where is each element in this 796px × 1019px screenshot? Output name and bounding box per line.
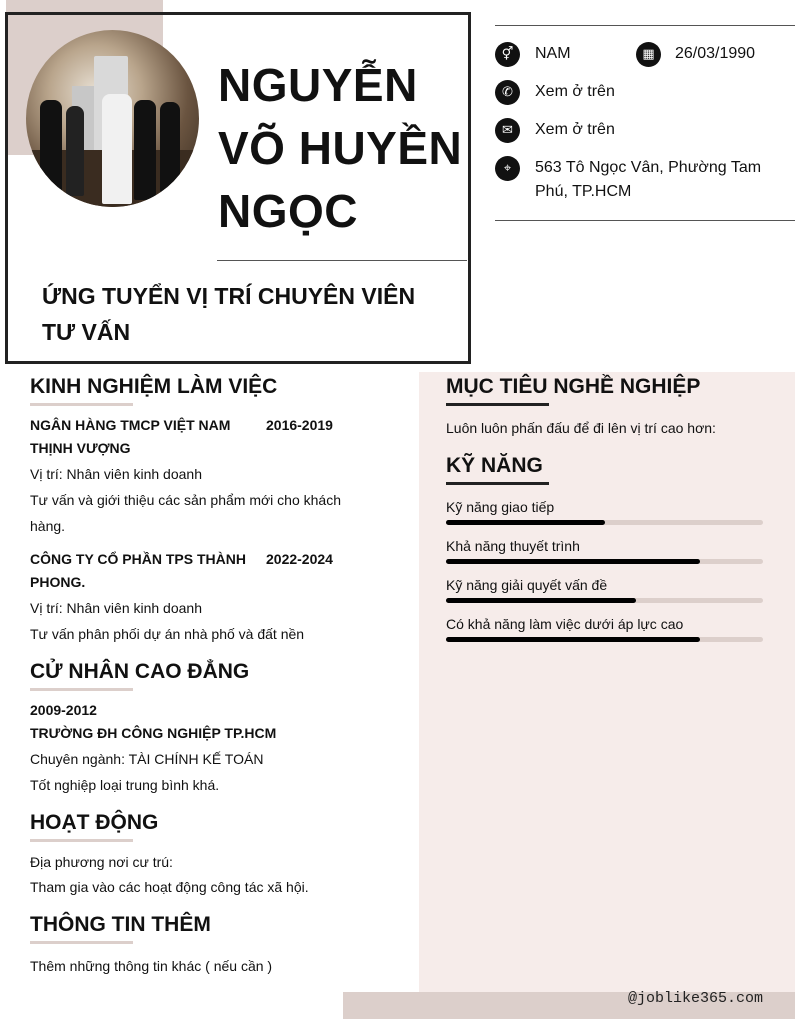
skill-bar (446, 637, 763, 642)
skill-bar-fill (446, 637, 700, 642)
company-line: CÔNG TY CỔ PHẦN TPS THÀNH (30, 551, 246, 567)
skill-bar-fill (446, 559, 700, 564)
contact-top-rule (495, 25, 795, 26)
position-title (42, 278, 422, 350)
skill-label: Kỹ năng giao tiếp (446, 499, 555, 515)
skills-rule (446, 482, 549, 485)
education-school: TRƯỜNG ĐH CÔNG NGHIỆP TP.HCM (30, 725, 277, 741)
activities-title: HOẠT ĐỘNG (30, 811, 159, 834)
address-value (535, 156, 785, 204)
experience-period: 2016-2019 (266, 417, 333, 433)
objective-title: MỤC TIÊU NGHỀ NGHIỆP (446, 375, 701, 398)
skill-bar-fill (446, 598, 636, 603)
phone-value: Xem ở trên (535, 83, 615, 100)
experience-description (30, 621, 370, 647)
skills-title: KỸ NĂNG (446, 454, 543, 477)
company-name (30, 414, 260, 460)
desc-line: Tư vấn phân phối dự án nhà phố và đất nền (30, 626, 305, 642)
extra-info-rule (30, 941, 133, 944)
email-value: Xem ở trên (535, 121, 615, 138)
experience-role: Vị trí: Nhân viên kinh doanh (30, 600, 202, 616)
education-major: Chuyên ngành: TÀI CHÍNH KẾ TOÁN (30, 751, 264, 767)
skill-label: Có khả năng làm việc dưới áp lực cao (446, 616, 684, 632)
mail-icon: ✉ (495, 118, 520, 143)
activities-line: Địa phương nơi cư trú: (30, 854, 173, 870)
phone-icon: ✆ (495, 80, 520, 105)
company-line: PHONG. (30, 574, 86, 590)
extra-info-title: THÔNG TIN THÊM (30, 913, 211, 936)
education-rule (30, 688, 133, 691)
objective-text: Luôn luôn phấn đấu để đi lên vị trí cao hơn: (446, 420, 716, 436)
name-line: NGỌC (218, 185, 358, 237)
location-pin-icon: ⌖ (495, 156, 520, 181)
position-line: TƯ VẤN (42, 319, 131, 345)
experience-title: KINH NGHIỆM LÀM VIỆC (30, 375, 278, 398)
name-divider (217, 260, 467, 261)
position-line: ỨNG TUYỂN VỊ TRÍ CHUYÊN VIÊN (42, 283, 416, 309)
activities-line: Tham gia vào các hoạt động công tác xã hội. (30, 879, 309, 895)
education-result: Tốt nghiệp loại trung bình khá. (30, 777, 220, 793)
skill-label: Khả năng thuyết trình (446, 538, 580, 554)
contact-bottom-rule (495, 220, 795, 221)
education-title: CỬ NHÂN CAO ĐẲNG (30, 660, 250, 683)
footer-watermark: @joblike365.com (628, 990, 764, 1007)
avatar (26, 30, 199, 207)
address-line: Phú, TP.HCM (535, 183, 632, 200)
experience-description (30, 487, 370, 539)
education-period: 2009-2012 (30, 702, 97, 718)
extra-info-text: Thêm những thông tin khác ( nếu cần ) (30, 958, 273, 974)
company-line: NGÂN HÀNG TMCP VIỆT NAM (30, 417, 231, 433)
birthdate-value: 26/03/1990 (675, 45, 756, 62)
activities-rule (30, 839, 133, 842)
name-line: NGUYỄN (218, 59, 418, 111)
skill-bar (446, 598, 763, 603)
company-line: THỊNH VƯỢNG (30, 440, 131, 456)
gender-value: NAM (535, 45, 571, 62)
experience-period: 2022-2024 (266, 551, 333, 567)
skill-bar (446, 520, 763, 525)
experience-rule (30, 403, 133, 406)
name-line: VÕ HUYỀN (218, 122, 463, 174)
experience-role: Vị trí: Nhân viên kinh doanh (30, 466, 202, 482)
company-name (30, 548, 260, 594)
skill-label: Kỹ năng giải quyết vấn đề (446, 577, 608, 593)
address-line: 563 Tô Ngọc Vân, Phường Tam (535, 159, 762, 176)
calendar-icon: ▦ (636, 42, 661, 67)
desc-line: hàng. (30, 518, 66, 534)
desc-line: Tư vấn và giới thiệu các sản phẩm mới cho khách (30, 492, 341, 508)
skill-bar-fill (446, 520, 605, 525)
candidate-name (218, 54, 468, 243)
gender-icon: ⚥ (495, 42, 520, 67)
objective-rule (446, 403, 549, 406)
skill-bar (446, 559, 763, 564)
